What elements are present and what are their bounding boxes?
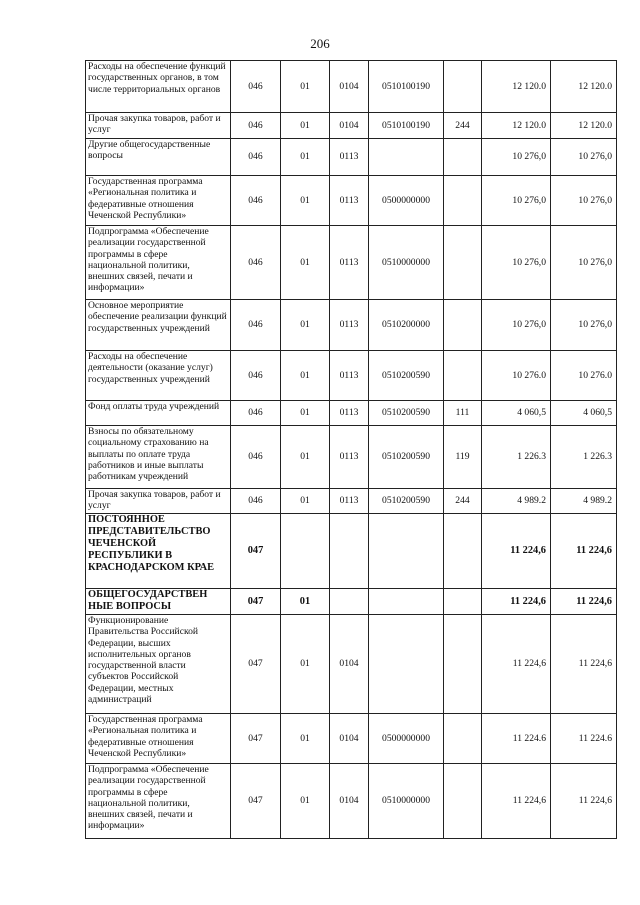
expense-type-code [444, 764, 482, 839]
section-code: 01 [281, 351, 330, 401]
target-code: 0500000000 [369, 176, 444, 226]
ministry-code: 046 [231, 401, 281, 426]
table-row [86, 226, 617, 300]
amount-1: 10 276,0 [482, 226, 551, 300]
amount-2: 10 276,0 [551, 226, 617, 300]
section-code: 01 [281, 764, 330, 839]
expense-type-code [444, 514, 482, 589]
ministry-code: 046 [231, 351, 281, 401]
expense-type-code [444, 300, 482, 351]
table-row [86, 714, 617, 764]
row-name: Основное мероприятие обеспечение реализации функций государственных учреждений [86, 300, 231, 351]
subsection-code [330, 589, 369, 615]
table-row [86, 113, 617, 139]
section-code: 01 [281, 61, 330, 113]
expense-type-code: 111 [444, 401, 482, 426]
amount-2: 11 224.6 [551, 714, 617, 764]
amount-1: 10 276,0 [482, 139, 551, 176]
expense-type-code [444, 139, 482, 176]
amount-2: 10 276,0 [551, 139, 617, 176]
amount-1: 4 989.2 [482, 489, 551, 514]
target-code: 0510100190 [369, 113, 444, 139]
amount-1: 11 224,6 [482, 615, 551, 714]
amount-2: 11 224,6 [551, 514, 617, 589]
subsection-code: 0104 [330, 113, 369, 139]
ministry-code: 046 [231, 300, 281, 351]
amount-2: 4 060,5 [551, 401, 617, 426]
target-code [369, 139, 444, 176]
ministry-code: 047 [231, 764, 281, 839]
table-row [86, 426, 617, 489]
row-name: Подпрограмма «Обеспечение реализации государственной программы в сфере национальной политики, внешних связей, печати и информации» [86, 764, 231, 839]
table-row [86, 489, 617, 514]
target-code: 0510200590 [369, 351, 444, 401]
row-name: Фонд оплаты труда учреждений [86, 401, 231, 426]
table-row [86, 139, 617, 176]
row-name: Другие общегосударственные вопросы [86, 139, 231, 176]
expense-type-code [444, 226, 482, 300]
expense-type-code: 244 [444, 489, 482, 514]
ministry-code: 046 [231, 113, 281, 139]
row-name: Расходы на обеспечение функций государственных органов, в том числе территориальных органов [86, 61, 231, 113]
amount-1: 11 224.6 [482, 714, 551, 764]
amount-2: 10 276,0 [551, 176, 617, 226]
ministry-code: 047 [231, 714, 281, 764]
section-code: 01 [281, 176, 330, 226]
subsection-code: 0113 [330, 300, 369, 351]
row-name: Прочая закупка товаров, работ и услуг [86, 113, 231, 139]
amount-1: 10 276,0 [482, 176, 551, 226]
amount-2: 11 224,6 [551, 589, 617, 615]
expense-type-code [444, 714, 482, 764]
ministry-code: 046 [231, 139, 281, 176]
table-row [86, 764, 617, 839]
row-name: Прочая закупка товаров, работ и услуг [86, 489, 231, 514]
target-code: 0510200590 [369, 426, 444, 489]
row-name: Функционирование Правительства Российской Федерации, высших исполнительных органов государственной власти субъектов Российской Федерации, местных администраций [86, 615, 231, 714]
table-row [86, 61, 617, 113]
ministry-code: 046 [231, 489, 281, 514]
section-code: 01 [281, 401, 330, 426]
section-code: 01 [281, 615, 330, 714]
subsection-code: 0113 [330, 351, 369, 401]
table-row [86, 615, 617, 714]
target-code: 0500000000 [369, 714, 444, 764]
amount-1: 1 226.3 [482, 426, 551, 489]
section-code: 01 [281, 226, 330, 300]
row-name: Взносы по обязательному социальному страхованию на выплаты по оплате труда работников и иные выплаты работникам учреждений [86, 426, 231, 489]
section-code [281, 514, 330, 589]
target-code: 0510200590 [369, 489, 444, 514]
section-code: 01 [281, 489, 330, 514]
budget-table [85, 60, 617, 839]
table-row [86, 300, 617, 351]
row-name: ПОСТОЯННОЕ ПРЕДСТАВИТЕЛЬСТВО ЧЕЧЕНСКОЙ РЕСПУБЛИКИ В КРАСНОДАРСКОМ КРАЕ [86, 514, 231, 589]
amount-1: 12 120.0 [482, 61, 551, 113]
section-code: 01 [281, 714, 330, 764]
subsection-code: 0113 [330, 489, 369, 514]
subsection-code: 0104 [330, 615, 369, 714]
subsection-code: 0113 [330, 401, 369, 426]
ministry-code: 047 [231, 589, 281, 615]
expense-type-code [444, 351, 482, 401]
expense-type-code: 119 [444, 426, 482, 489]
subsection-code: 0113 [330, 176, 369, 226]
ministry-code: 047 [231, 615, 281, 714]
table-row [86, 514, 617, 589]
amount-2: 10 276.0 [551, 351, 617, 401]
amount-2: 1 226.3 [551, 426, 617, 489]
row-name: Государственная программа «Региональная политика и федеративные отношения Чеченской Республики» [86, 714, 231, 764]
amount-1: 4 060,5 [482, 401, 551, 426]
table-row [86, 589, 617, 615]
subsection-code: 0113 [330, 426, 369, 489]
ministry-code: 046 [231, 426, 281, 489]
section-code: 01 [281, 113, 330, 139]
target-code: 0510200000 [369, 300, 444, 351]
amount-1: 11 224,6 [482, 589, 551, 615]
expense-type-code [444, 589, 482, 615]
amount-1: 10 276,0 [482, 300, 551, 351]
amount-1: 11 224,6 [482, 764, 551, 839]
subsection-code [330, 514, 369, 589]
row-name: ОБЩЕГОСУДАРСТВЕН НЫЕ ВОПРОСЫ [86, 589, 231, 615]
page-number: 206 [310, 36, 330, 51]
ministry-code: 047 [231, 514, 281, 589]
amount-2: 12 120.0 [551, 61, 617, 113]
table-row [86, 176, 617, 226]
target-code: 0510200590 [369, 401, 444, 426]
expense-type-code [444, 61, 482, 113]
row-name: Расходы на обеспечение деятельности (оказание услуг) государственных учреждений [86, 351, 231, 401]
ministry-code: 046 [231, 176, 281, 226]
amount-1: 12 120.0 [482, 113, 551, 139]
target-code [369, 589, 444, 615]
section-code: 01 [281, 589, 330, 615]
table-row [86, 401, 617, 426]
subsection-code: 0113 [330, 226, 369, 300]
expense-type-code [444, 176, 482, 226]
subsection-code: 0104 [330, 714, 369, 764]
ministry-code: 046 [231, 226, 281, 300]
amount-2: 10 276,0 [551, 300, 617, 351]
amount-2: 4 989.2 [551, 489, 617, 514]
ministry-code: 046 [231, 61, 281, 113]
subsection-code: 0104 [330, 61, 369, 113]
target-code [369, 514, 444, 589]
section-code: 01 [281, 139, 330, 176]
expense-type-code [444, 615, 482, 714]
expense-type-code: 244 [444, 113, 482, 139]
amount-1: 10 276.0 [482, 351, 551, 401]
target-code: 0510000000 [369, 226, 444, 300]
subsection-code: 0104 [330, 764, 369, 839]
target-code: 0510100190 [369, 61, 444, 113]
section-code: 01 [281, 300, 330, 351]
amount-1: 11 224,6 [482, 514, 551, 589]
amount-2: 11 224,6 [551, 615, 617, 714]
target-code: 0510000000 [369, 764, 444, 839]
row-name: Подпрограмма «Обеспечение реализации государственной программы в сфере национальной политики, внешних связей, печати и информации» [86, 226, 231, 300]
amount-2: 12 120.0 [551, 113, 617, 139]
table-row [86, 351, 617, 401]
target-code [369, 615, 444, 714]
amount-2: 11 224,6 [551, 764, 617, 839]
subsection-code: 0113 [330, 139, 369, 176]
section-code: 01 [281, 426, 330, 489]
row-name: Государственная программа «Региональная политика и федеративные отношения Чеченской Республики» [86, 176, 231, 226]
